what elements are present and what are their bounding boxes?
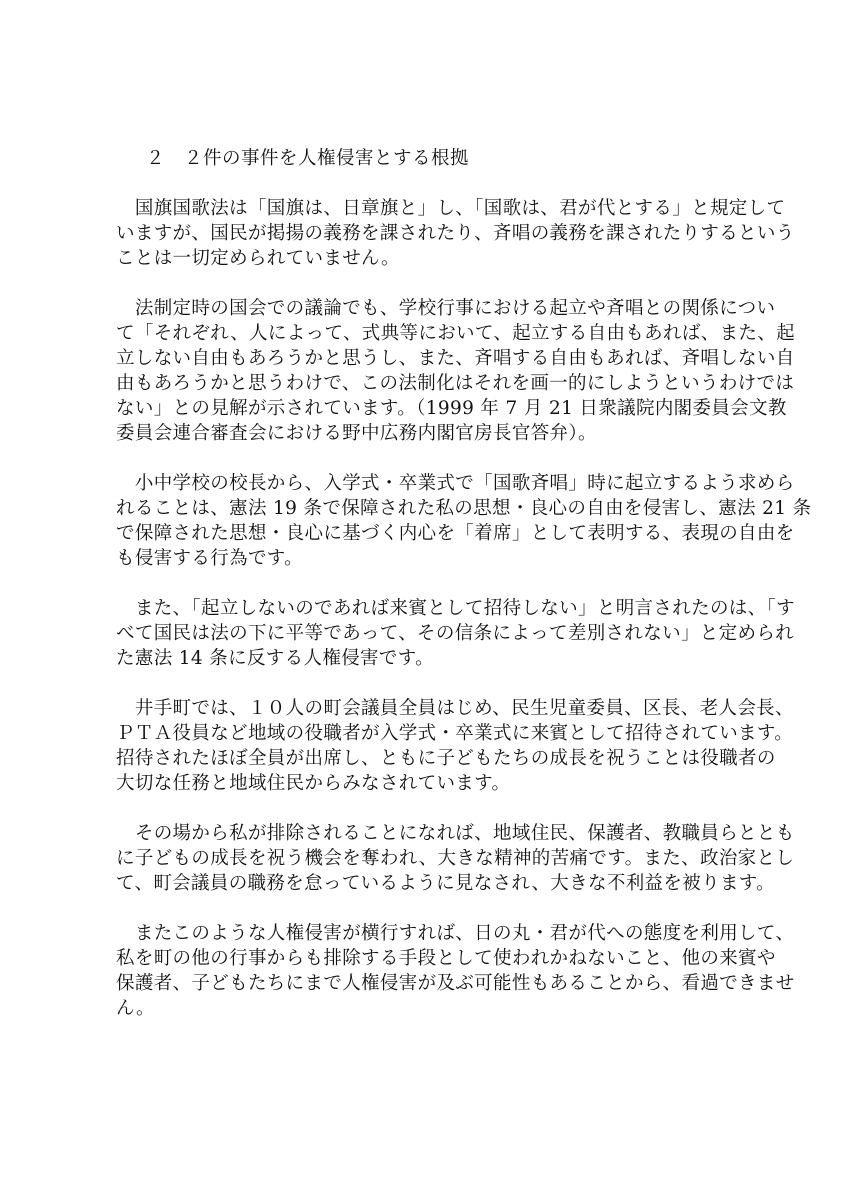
paragraph-2-line-3: 立しない自由もあろうかと思うし、また、斉唱する自由もあれば、斉唱しない自 [116,348,795,369]
paragraph-7-line-3: 保護者、子どもたちにまで人権侵害が及ぶ可能性もあることから、看過できませ [116,973,795,994]
paragraph-3-line-4: も侵害する行為です。 [116,548,304,569]
paragraph-5-line-2: ＰＴＡ役員など地域の役職者が入学式・卒業式に来賓として招待されています。 [116,723,794,744]
paragraph-5-line-1: 井手町では、１０人の町会議員全員はじめ、民生児童委員、区長、老人会長、 [116,698,794,719]
paragraph-6-line-1: その場から私が排除されることになれば、地域住民、保護者、教職員らととも [116,823,795,844]
paragraph-5-line-4: 大切な任務と地域住民からみなされています。 [116,773,511,794]
paragraph-3-line-3: で保障された思想・良心に基づく内心を「着席」として表明する、表現の自由を [116,523,795,544]
paragraph-1-line-1: 国旗国歌法は「国旗は、日章旗と」し、「国歌は、君が代とする」と規定して [116,198,786,219]
paragraph-4-line-3: た憲法 14 条に反する人権侵害です。 [116,648,434,669]
paragraph-4-line-1: また、「起立しないのであれば来賓として招待しない」と明言されたのは、「す [116,598,795,619]
paragraph-1-line-2: いますが、国民が掲揚の義務を課されたり、斉唱の義務を課されたりするという [116,223,795,244]
paragraph-2-line-1: 法制定時の国会での議論でも、学校行事における起立や斉唱との関係につい [116,298,776,319]
paragraph-1-line-3: ことは一切定められていません。 [116,248,400,269]
paragraph-3-line-1: 小中学校の校長から、入学式・卒業式で「国歌斉唱」時に起立するよう求めら [116,473,795,494]
paragraph-2-line-2: て「それぞれ、人によって、式典等において、起立する自由もあれば、また、起 [116,323,795,344]
paragraph-2-line-5: ない」との見解が示されています。（1999 年 7 月 21 日衆議院内閣委員会文教 [116,398,787,419]
paragraph-2-line-4: 由もあろうかと思うわけで、この法制化はそれを画一的にしようというわけでは [116,373,795,394]
paragraph-7-line-2: 私を町の他の行事からも排除する手段として使われかねないこと、他の来賓や [116,948,776,969]
paragraph-5-line-3: 招待されたほぼ全員が出席し、ともに子どもたちの成長を祝うことは役職者の [116,748,776,769]
paragraph-6-line-3: て、町会議員の職務を怠っているように見なされ、大きな不利益を被ります。 [116,873,776,894]
paragraph-7-line-4: ん。 [116,998,155,1019]
paragraph-7-line-1: またこのような人権侵害が横行すれば、日の丸・君が代への態度を利用して、 [116,923,795,944]
paragraph-3-line-2: れることは、憲法 19 条で保障された私の思想・良心の自由を侵害し、憲法 21 条 [116,498,812,519]
paragraph-4-line-2: べて国民は法の下に平等であって、その信条によって差別されない」と定められ [116,623,795,644]
paragraph-2-line-6: 委員会連合審査会における野中広務内閣官房長官答弁）。 [116,423,597,444]
section-heading: ２ ２件の事件を人権侵害とする根拠 [146,148,470,169]
paragraph-6-line-2: に子どもの成長を祝う機会を奪われ、大きな精神的苦痛です。また、政治家とし [116,848,795,869]
